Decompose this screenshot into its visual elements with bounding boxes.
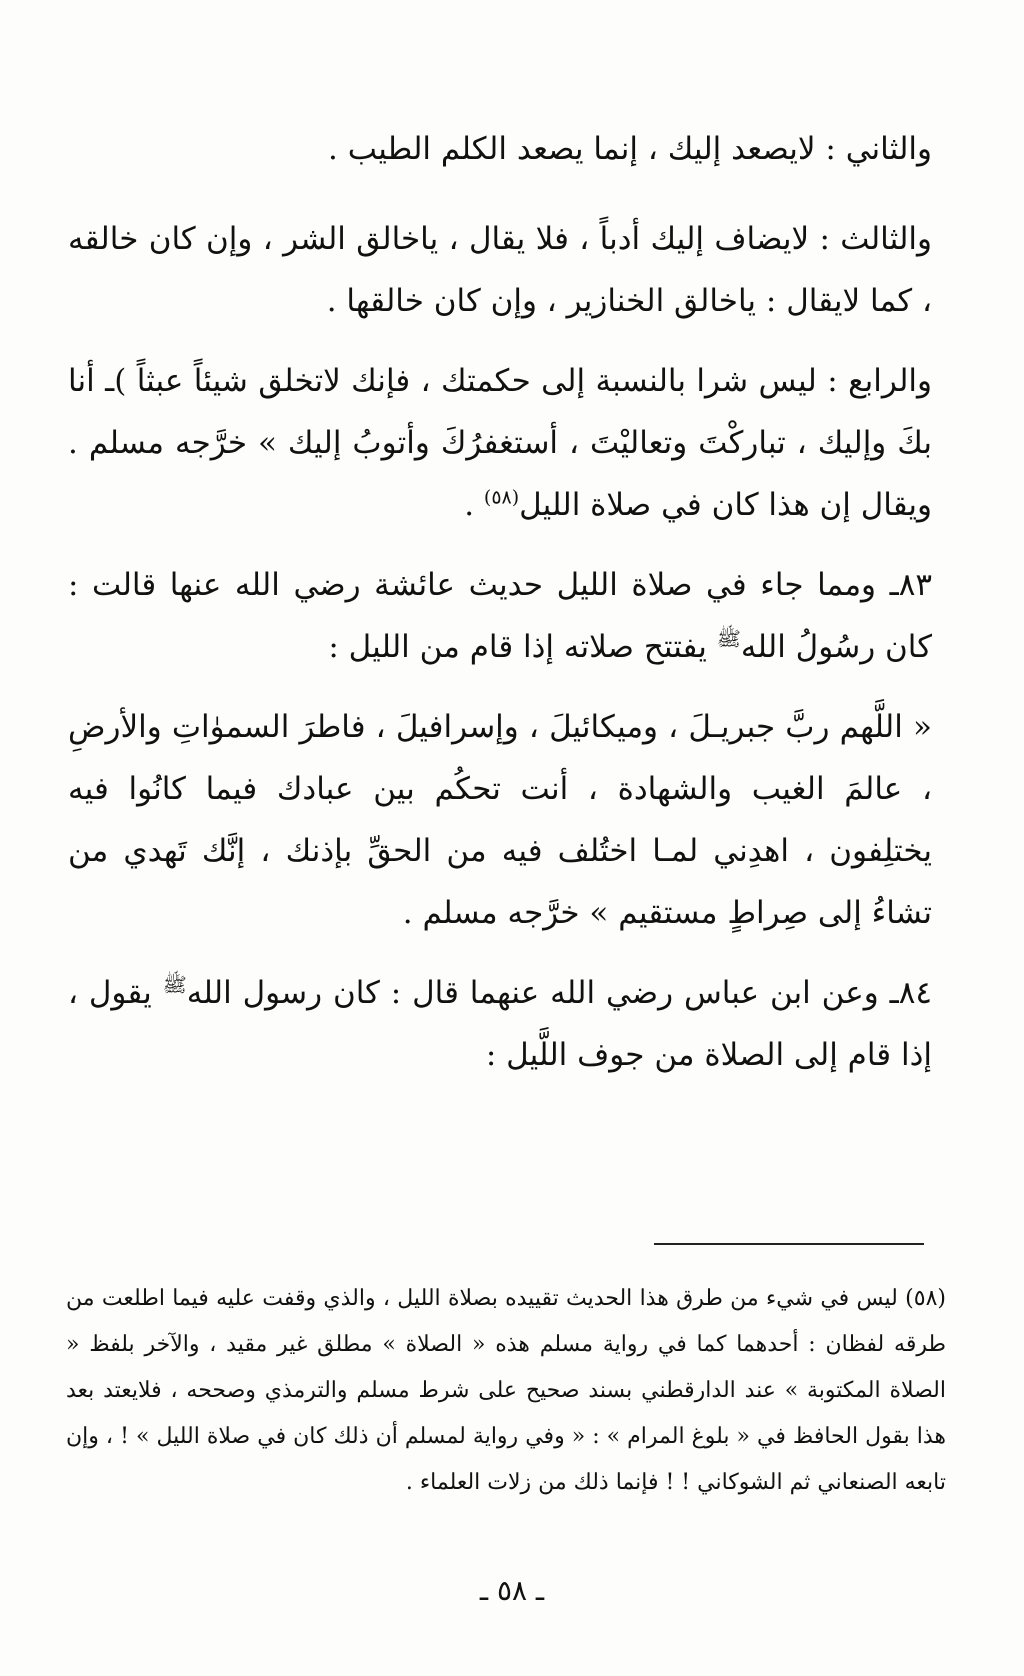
paragraph-third	[68, 208, 932, 332]
paragraph-text: « اللَّهم ربَّ جبريـلَ ، وميكائيلَ ، وإسرافيلَ ، فاطرَ السموٰاتِ والأرضِ ، عالمَ الغيب والشهادة ، أنت تحكُم بين عبادك فيما كانُوا فيه يختلِفون ، اهدِني لمـا اختُلف فيه من الحقِّ بإذنك ، إنَّك تَهدي من تشاءُ إلى صِراطٍ مستقيم » خرَّجه مسلم .	[68, 709, 932, 931]
paragraph-text: والثاني : لايصعد إليك ، إنما يصعد الكلم الطيب .	[328, 131, 932, 167]
hadith-84	[68, 962, 932, 1086]
hadith-83	[68, 554, 932, 678]
footnote: (٥٨) ليس في شيء من طرق هذا الحديث تقييده بصلاة الليل ، والذي وقفت عليه فيما اطلعت من طرقه لفظان : أحدهما كما في رواية مسلم هذه « الصلاة » مطلق غير مقيد ، والآخر بلفظ « الصلاة المكتوبة » عند الدارقطني بسند صحيح على شرط مسلم والترمذي وصححه ، فلايعتد بعد هذا بقول الحافظ في « بلوغ المرام » : « وفي رواية لمسلم أن ذلك كان في صلاة الليل » ! ، وإن تابعه الصنعاني ثم الشوكاني ! ! فإنما ذلك من زلات العلماء .	[66, 1286, 946, 1495]
page-number: ـ ٥٨ ـ	[479, 1574, 545, 1607]
paragraph-text: ٨٤ـ وعن ابن عباس رضي الله عنهما قال : كان رسول الله	[186, 975, 932, 1011]
paragraph-text: والرابع : ليس شرا بالنسبة إلى حكمتك ، فإنك لاتخلق شيئاً عبثاً )ـ أنا بكَ وإليك ، تباركْتَ وتعاليْتَ ، أستغفرُكَ وأتوبُ إليك » خرَّجه مسلم . ويقال إن هذا كان في صلاة الليل	[68, 363, 932, 523]
dua-paragraph	[68, 696, 932, 944]
paragraph-text: والثالث : لايضاف إليك أدباً ، فلا يقال ، ياخالق الشر ، وإن كان خالقه ، كما لايقال : ياخالق الخنازير ، وإن كان خالقها .	[68, 221, 932, 319]
salla-mark-icon: ﷺ	[716, 626, 741, 651]
paragraph-text: يقول ، إذا قام إلى الصلاة من جوف اللَّيل :	[68, 975, 932, 1073]
main-text	[68, 118, 932, 1104]
salla-mark-icon: ﷺ	[162, 972, 187, 997]
footnote-reference[interactable]: (٥٨)	[483, 486, 520, 509]
footnote-divider	[654, 1243, 924, 1245]
paragraph-fourth	[68, 350, 932, 536]
period: .	[464, 487, 475, 523]
paragraph-second	[68, 118, 932, 180]
paragraph-text: يفتتح صلاته إذا قام من الليل :	[328, 629, 707, 665]
paragraph-text: ٨٣ـ ومما جاء في صلاة الليل حديث عائشة رضي الله عنها قالت : كان رسُولُ الله	[68, 567, 932, 665]
